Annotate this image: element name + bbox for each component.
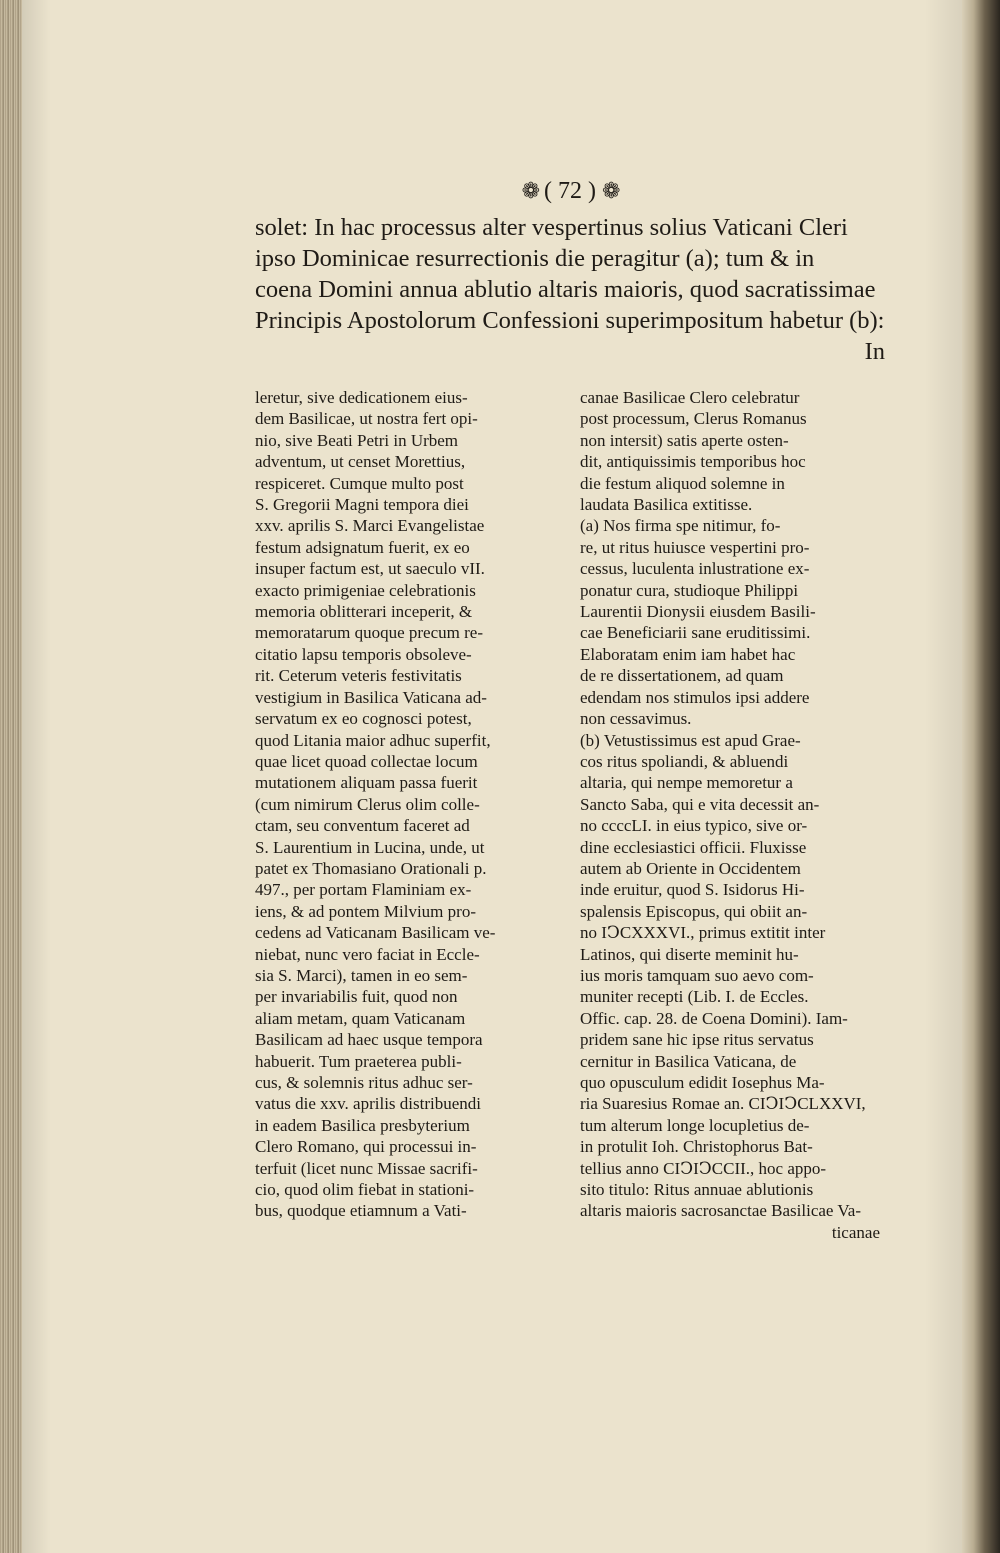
left-column-line: per invariabilis fuit, quod non [255,987,458,1007]
right-column-line: inde eruitur, quod S. Isidorus Hi- [580,880,805,900]
right-column-line: Laurentii Dionysii eiusdem Basili- [580,602,816,622]
left-column [255,387,570,1222]
left-column-line: dem Basilicae, ut nostra fert opi- [255,409,478,429]
left-column-line: servatum ex eo cognosci potest, [255,709,472,729]
left-column-line: quod Litania maior adhuc superfit, [255,730,491,750]
right-column-line: muniter recepti (Lib. I. de Eccles. [580,987,809,1007]
left-column-line: mutationem aliquam passa fuerit [255,773,478,793]
right-column-line: (a) Nos firma spe nitimur, fo- [580,516,781,536]
right-column-line: die festum aliquod solemne in [580,473,785,493]
left-column-line: xxv. aprilis S. Marci Evangelistae [255,516,485,536]
right-column-line: sito titulo: Ritus annuae ablutionis [580,1180,814,1200]
right-column-line: no ccccLI. in eius typico, sive or- [580,816,808,836]
left-column-line: memoria oblitterari inceperit, & [255,602,473,622]
right-column-line: cessus, luculenta inlustratione ex- [580,559,810,579]
right-column-line: cos ritus spoliandi, & abluendi [580,751,789,771]
left-ornament-icon: ❁ [521,178,538,203]
left-column-line: festum adsignatum fuerit, ex eo [255,537,470,557]
right-column-line: laudata Basilica extitisse. [580,495,753,515]
left-column-line: S. Gregorii Magni tempora diei [255,495,469,515]
left-column-line: bus, quodque etiamnum a Vati- [255,1201,467,1221]
book-edge-right [962,0,1000,1553]
right-column-line: dit, antiquissimis temporibus hoc [580,452,806,472]
left-column-line: cus, & solemnis ritus adhuc ser- [255,1073,473,1092]
right-column-line: tum alterum longe locupletius de- [580,1115,810,1135]
right-column-line: autem ab Oriente in Occidentem [580,858,801,878]
left-column-line: S. Laurentium in Lucina, unde, ut [255,837,485,857]
right-column-line: ponatur cura, studioque Philippi [580,580,799,600]
right-column-line: altaris maioris sacrosanctae Basilicae Va- [580,1201,862,1221]
right-column-line: Offic. cap. 28. de Coena Domini). Iam- [580,1008,848,1028]
left-column-line: niebat, nunc vero faciat in Eccle- [255,944,480,964]
catchword: In [864,338,885,365]
right-column-line: Latinos, qui diserte meminit hu- [580,944,799,964]
right-column-line: non intersit) satis aperte osten- [580,430,789,450]
page-number-open-paren: ( [544,177,552,204]
page-number-close-paren: ) [588,177,596,204]
right-column-line: spalensis Episcopus, qui obiit an- [580,901,808,921]
left-column-line: aliam metam, quam Vaticanam [255,1008,466,1028]
left-column-line: exacto primigeniae celebrationis [255,580,476,600]
book-gutter-left [0,0,22,1553]
left-column-line: vestigium in Basilica Vaticana ad- [255,687,487,707]
right-ornament-icon: ❁ [602,178,619,203]
right-column-line: quo opusculum edidit Iosephus Ma- [580,1073,825,1092]
left-column-line: vatus die xxv. aprilis distribuendi [255,1094,482,1114]
left-column-line: leretur, sive dedicationem eius- [255,388,468,407]
left-column-line: nio, sive Beati Petri in Urbem [255,430,459,450]
right-column-line: ius moris tamquam suo aevo com- [580,965,814,985]
left-column-line: sia S. Marci), tamen in eo sem- [255,965,468,985]
right-column-line: no IↃCXXXVI., primus extitit inter [580,923,826,943]
intro-line: ipso Dominicae resurrectionis die peragitur (a); tum & in [255,245,815,272]
left-column-line: cio, quod olim fiebat in stationi- [255,1180,475,1200]
right-column-line: pridem sane hic ipse ritus servatus [580,1030,814,1050]
right-column-line: post processum, Clerus Romanus [580,409,807,429]
page-number: 72 [558,177,582,204]
right-column-line: in protulit Ioh. Christophorus Bat- [580,1137,813,1157]
left-column-line: in eadem Basilica presbyterium [255,1115,470,1135]
left-column-line: terfuit (licet nunc Missae sacrifi- [255,1158,478,1178]
right-column-line: (b) Vetustissimus est apud Grae- [580,730,801,750]
left-column-line: memoratarum quoque precum re- [255,623,483,643]
left-column-line: respiceret. Cumque multo post [255,473,464,493]
left-column-line: Basilicam ad haec usque tempora [255,1030,483,1050]
left-column-line: habuerit. Tum praeterea publi- [255,1051,462,1071]
catchword: ticanae [831,1222,880,1242]
right-column-line: de re dissertationem, ad quam [580,666,784,686]
right-column-line: Sancto Saba, qui e vita decessit an- [580,794,820,814]
left-column-line: rit. Ceterum veteris festivitatis [255,666,462,686]
left-column-line: quae licet quoad collectae locum [255,751,478,771]
right-column-line: re, ut ritus huiusce vespertini pro- [580,537,810,557]
left-column-line: insuper factum est, ut saeculo vII. [255,559,485,579]
left-column-line: adventum, ut censet Morettius, [255,452,466,472]
right-column-line: edendam nos stimulos ipsi addere [580,687,810,707]
intro-line: solet: In hac processus alter vespertinus solius Vaticani Cleri [255,214,848,241]
intro-paragraph [255,212,885,367]
left-column-line: patet ex Thomasiano Orationali p. [255,858,487,878]
left-column-line: ctam, seu conventum faceret ad [255,816,470,836]
right-column-footnotes [580,387,880,1243]
left-column-line: Clero Romano, qui processui in- [255,1137,477,1157]
right-column-line: tellius anno CIↃIↃCCII., hoc appo- [580,1158,827,1178]
right-column-line: dine ecclesiastici officii. Fluxisse [580,837,807,857]
left-column-line: citatio lapsu temporis obsoleve- [255,644,472,664]
left-column-line: iens, & ad pontem Milvium pro- [255,901,476,921]
right-column-line: altaria, qui nempe memoretur a [580,773,793,793]
right-column-line: Elaboratam enim iam habet hac [580,644,796,664]
page-header [500,176,640,206]
left-column-line: (cum nimirum Clerus olim colle- [255,794,480,814]
left-column-line: 497., per portam Flaminiam ex- [255,880,472,900]
right-column-line: cae Beneficiarii sane eruditissimi. [580,623,811,643]
right-column-line: ria Suaresius Romae an. CIↃIↃCLXXVI, [580,1094,866,1114]
left-column-line: cedens ad Vaticanam Basilicam ve- [255,923,496,943]
intro-line: coena Domini annua ablutio altaris maioris, quod sacratissimae [255,276,876,303]
intro-line: Principis Apostolorum Confessioni superimpositum habetur (b): [255,307,885,334]
right-column-line: non cessavimus. [580,709,692,729]
right-column-line: cernitur in Basilica Vaticana, de [580,1051,797,1071]
right-column-line: canae Basilicae Clero celebratur [580,388,800,407]
